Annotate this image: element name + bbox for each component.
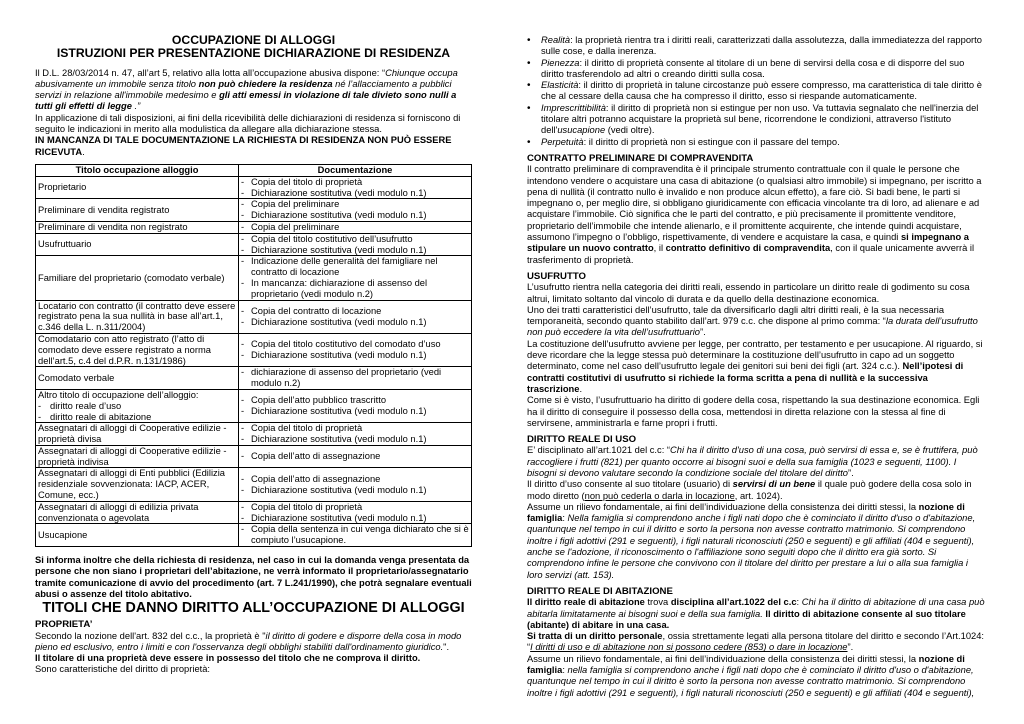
occupation-title-cell [36,256,239,300]
documentation-item: - Dichiarazione sostitutiva (vedi modulo n.1) [241,434,427,445]
usufrutto-paragraph-4: Come si è visto, l’usufruttuario ha diritto di godere della cosa, rispettando la sua destinazione economica. Egli ha il diritto di conseguire il possesso della cosa, mettendosi in diretta relazione con la stessa al fine di servirsene, amministrarla e farne propri i frutti. [527,395,980,428]
characteristic-item: • Pienezza: il diritto di proprietà consente al titolare di un bene di servirsi della cosa e di disporre del suo diritto trasferendolo ad altri o creando diritti sulla cosa. [527,58,985,81]
abitazione-paragraph-2: Si tratta di un diritto personale, ossia strettamente legati alla persona titolare del diritto e secondo l’Art.1024: “I diritti di uso e di abitazione non si possono cedere (853) o dare in locazione”. [527,631,985,653]
occupation-title: Assegnatari di alloggi di Cooperative edilizie - proprietà indivisa [38,445,227,467]
left-column [35,34,472,676]
occupation-title-cell [36,176,239,199]
documentation-item: - dichiarazione di assenso del proprietario (vedi modulo n.2) [241,367,442,389]
characteristic-item: • Realità: la proprietà rientra tra i diritti reali, caratterizzati dalla assolutezza, dalla immediatezza del rapporto sulle cose, e dalla inerenza. [527,35,985,58]
documentation-item: - Copia del titolo costitutivo del comodato d’uso [241,339,441,350]
occupation-title-cell [36,524,239,547]
documentation-item: - Copia dell’atto di assegnazione [241,451,381,462]
usufrutto-paragraph-2: Uno dei tratti caratteristici dell’usufrutto, tale da diversificarlo dagli altri diritti reali, è la sua necessaria temporaneità, secondo quanto stabilito dall’art. 979 c.c. che dispone al primo comma: “la durata dell’usufrutto non può eccedere la vita dell’usufruttuario”. [527,304,978,338]
table-row [36,367,472,390]
table-row [36,176,472,199]
documentation-item: - Copia del preliminare [241,199,340,210]
characteristic-item: • Elasticità: il diritto di proprietà in talune circostanze può essere compresso, ma caratteristica di tale diritto è che al cessare della causa che ha compresso il diritto, esso si riespande automaticamente. [527,80,985,103]
documentation-cell [239,389,472,422]
abitazione-heading: DIRITTO REALE DI ABITAZIONE [527,585,673,597]
warning-paragraph: IN MANCANZA DI TALE DOCUMENTAZIONE LA RICHIESTA DI RESIDENZA NON PUÒ ESSERE RICEVUTA. [35,135,452,157]
occupation-title: Familiare del proprietario (comodato verbale) [38,272,225,283]
documentation-item: - Copia dell’atto pubblico trascritto [241,395,387,406]
table-row [36,221,472,233]
documentation-cell [239,199,472,222]
documentation-item: - Dichiarazione sostitutiva (vedi modulo n.1) [241,316,427,327]
occupation-title: Preliminare di vendita non registrato [38,221,188,232]
occupation-title-cell [36,221,239,233]
proprieta-caratteristiche: Sono caratteristiche del diritto di proprietà: [35,664,211,675]
documentation-item: - Copia della sentenza in cui venga dichiarato che si è compiuto l’usucapione. [241,524,469,546]
table-row [36,389,472,422]
column-header: Titolo occupazione alloggio [36,164,239,176]
table-row [36,501,472,524]
occupation-title-cell [36,468,239,501]
documentation-cell [239,367,472,390]
intro-paragraph: Il D.L. 28/03/2014 n. 47, all’art 5, relativo alla lotta all’occupazione abusiva dispone: “Chiunque occupa abusivamente un immobile senza titolo non può chiedere la residenza né l’allacciamento a pubblici servizi in relazione all'immobile medesimo e gli atti emessi in violazione di tale divieto sono nulli a tutti gli effetti di legge .” [35,67,458,112]
proprieta-titolare: Il titolare di una proprietà deve essere in possesso del titolo che ne comprova il diritto. [35,653,421,664]
uso-paragraph-1: E’ disciplinato all’art.1021 del c.c: “Chi ha il diritto d'uso di una cosa, può servirsi di essa e, se è fruttifera, può raccogliere i frutti (821) per quanto occorre ai bisogni suoi e della sua famiglia (1023 e seguenti, 1100). I bisogni si devono valutare secondo la condizione sociale del titolare del diritto”. [527,445,978,478]
proprieta-paragraph: Secondo la nozione dell'art. 832 del c.c., la proprietà è "il diritto di godere e disporre della cosa in modo pieno ed esclusivo, entro i limiti e con l'osservanza degli obblighi stabiliti dall'ordinamento giuridico.". [35,630,462,652]
occupation-title-cell [36,333,239,366]
documentation-item: - Dichiarazione sostitutiva (vedi modulo n.1) [241,244,427,255]
documentation-item: - Copia del contratto di locazione [241,305,382,316]
documentation-item: - Copia del titolo costitutivo dell’usufrutto [241,233,413,244]
occupation-title: Proprietario [38,182,87,193]
table-row [36,233,472,256]
documentation-item: - Dichiarazione sostitutiva (vedi modulo n.1) [241,484,427,495]
characteristic-item: • Imprescrittibilità: il diritto di proprietà non si estingue per non uso. Va tuttavia segnalato che nell'inerzia del titolare altri potranno acquistare la proprietà sul bene, ricorrendone le condizioni, attraverso l'istituto dell'usucapione (vedi oltre). [527,103,985,137]
occupation-title-cell [36,300,239,333]
documentation-cell [239,333,472,366]
documentation-cell [239,423,472,446]
characteristic-item: • Perpetuità: il diritto di proprietà non si estingue con il passare del tempo. [527,137,985,148]
uso-heading: DIRITTO REALE DI USO [527,434,637,446]
uso-paragraph-2: Il diritto d’uso consente al suo titolare (usuario) di servirsi di un bene il quale può godere della cosa solo in modo diretto (non può cederla o darla in locazione, art. 1024). [527,479,972,501]
table-row [36,468,472,501]
titoli-heading: TITOLI CHE DANNO DIRITTO ALL’OCCUPAZIONE DI ALLOGGI [42,600,465,617]
documentation-item: - Dichiarazione sostitutiva (vedi modulo n.1) [241,406,427,417]
right-column [527,35,985,699]
documentation-cell [239,445,472,468]
occupation-title: Comodatario con atto registrato (l’atto di comodato deve essere registrato a norma dell’art.5, c.4 del d.P.R. n.131/1986) [38,333,211,366]
contratto-paragraph: Il contratto preliminare di compravendita è il principale strumento contrattuale con il quale le persone che intendono vendere o acquistare una casa di abitazione (o qualsiasi altro immobile) si impegnano, per iscritto a pena di nullità (il contratto nullo è invalido e non produce alcun effetto), a fare ciò. Si badi bene, le parti si impegnano o, per meglio dire, si obbligano giuridicamente con efficacia vincolante tra di loro, ad alienare e ad acquistare l’immobile. Ciò significa che le parti del contratto, e più precisamente il promittente venditore, proprietario dell’immobile che intende alienarlo, e il promittente acquirente, che intende quindi acquistare, assumono l’impegno o l’obbligo, rispettivamente, di vendere e acquistare la casa, e quindi si impegnano a stipulare un nuovo contratto, il contratto definitivo di compravendita, con il quale unicamente avverrà il trasferimento di proprietà. [527,164,982,265]
occupation-title-cell [36,233,239,256]
table-row [36,256,472,300]
occupation-title: Altro titolo di occupazione dell’alloggio: [38,389,199,400]
documentation-cell [239,468,472,501]
occupation-title: Assegnatari di alloggi di Cooperative edilizie - proprietà divisa [38,423,227,445]
informa-paragraph: Si informa inoltre che della richiesta di residenza, nel caso in cui la domanda venga presentata da persone che non siano i proprietari dell’abitazione, ne verrà informato il proprietario/assegnatario tramite comunicazione di avvio del procedimento (art. 7 L.241/1990), che potrà segnalare eventuali abusi o assenze del titolo abitativo. [35,555,472,599]
occupation-title-cell [36,389,239,422]
occupation-title: Usucapione [38,529,88,540]
doc-title: OCCUPAZIONE DI ALLOGGI [171,33,336,47]
documentation-cell [239,233,472,256]
occupation-subtype: - diritto reale d’uso [38,400,122,411]
table-row [36,445,472,468]
table-row [36,524,472,547]
occupation-title-cell [36,199,239,222]
table-row [36,199,472,222]
usufrutto-paragraph-3: La costituzione dell’usufrutto avviene per legge, per contratto, per testamento e per usucapione. Al riguardo, si deve ricordare che la legge stessa può determinare la costituzione dell’usufrutto in capo ad un soggetto determinato, come nel caso dell’usufrutto legale dei genitori sui beni dei figli (art. 324 c.c.). Nell’ipotesi di contratti costitutivi di usufrutto si richiede la forma scritta a pena di nullità e la successiva trascrizione. [527,338,983,394]
table-row [36,333,472,366]
column-header: Documentazione [239,164,472,176]
occupation-title-cell [36,501,239,524]
occupation-title: Comodato verbale [38,372,115,383]
documentation-item: - Copia del titolo di proprietà [241,501,363,512]
applicazione-paragraph: In applicazione di tali disposizioni, ai fini della ricevibilità delle dichiarazioni di residenza si forniscono di seguito le indicazioni in merito alla modulistica da allegare alla dichiarazione stessa. [35,112,461,135]
occupation-title: Usufruttuario [38,239,92,250]
documentation-item: - Copia del titolo di proprietà [241,176,363,187]
doc-subtitle: ISTRUZIONI PER PRESENTAZIONE DICHIARAZIONE DI RESIDENZA [56,46,451,61]
documentation-item: - In mancanza: dichiarazione di assenso del proprietario (vedi modulo n.2) [241,277,428,299]
table-header-row [36,164,472,176]
contratto-heading: CONTRATTO PRELIMINARE DI COMPRAVENDITA [527,152,754,164]
occupation-title-cell [36,423,239,446]
uso-paragraph-3: Assume un rilievo fondamentale, ai fini dell’individuazione della consistenza dei diritti stessi, la nozione di famiglia: Nella famiglia si comprendono anche i figli nati dopo che è cominciato il diritto d'uso o d'abitazione, quantunque nel tempo in cui il diritto e sorto la persona non avesse contratto matrimonio. Si comprendono inoltre i figli adottivi (291 e seguenti), i figli naturali riconosciuti (250 e seguenti) e gli affiliati (404 e seguenti), anche se l'adozione, il riconoscimento o l'affiliazione sono seguiti dopo che il diritto era già sorto. Si comprendono infine le persone che convivono con il titolare del diritto per prestare a lui o alla sua famiglia i loro servizi (att. 153). [527,501,976,580]
usufrutto-heading: USUFRUTTO [527,270,586,282]
occupation-title-cell [36,445,239,468]
documentation-cell [239,221,472,233]
documentation-table [35,164,472,547]
documentation-item: - Copia del preliminare [241,221,340,232]
documentation-item: - Dichiarazione sostitutiva (vedi modulo n.1) [241,350,427,361]
occupation-title: Locatario con contratto (il contratto deve essere registrato pena la sua nullità in base all’art.1, c.346 della L. n.311/2004) [38,300,236,333]
proprieta-heading: PROPRIETA’ [35,619,93,631]
occupation-title: Preliminare di vendita registrato [38,204,170,215]
abitazione-paragraph-1: Il diritto reale di abitazione trova disciplina all’art.1022 del c.c: Chi ha il diritto di abitazione di una casa può abitarla limitatamente ai bisogni suoi e della sua famiglia. Il diritto di abitazione consente al suo titolare (abitante) di abitare in una casa. [527,597,985,630]
occupation-title-cell [36,367,239,390]
usufrutto-paragraph-1: L’usufrutto rientra nella categoria dei diritti reali, essendo in particolare un diritto reale di godimento su cosa altrui, limitato soltanto dal vincolo di durata e da quello della destinazione economica. [527,282,970,304]
documentation-item: - Dichiarazione sostitutiva (vedi modulo n.1) [241,512,427,523]
occupation-subtype: - diritto reale di abitazione [38,411,152,422]
documentation-item: - Indicazione delle generalità del famigliare nel contratto di locazione [241,256,438,278]
abitazione-paragraph-3: Assume un rilievo fondamentale, ai fini dell’individuazione della consistenza dei diritti stessi, la nozione di famiglia: nella famiglia si comprendono anche i figli nati dopo che è cominciato il diritto d'uso o d'abitazione, quantunque nel tempo in cui il diritto è sorto la persona non avesse contratto matrimonio. Si comprendono inoltre i figli adottivi (291 e seguenti), i figli naturali riconosciuti (250 e seguenti) e gli affiliati (404 e seguenti), [527,653,975,698]
proprieta-characteristics-list [527,35,985,148]
documentation-item: - Dichiarazione sostitutiva (vedi modulo n.1) [241,210,427,221]
documentation-cell [239,501,472,524]
documentation-cell [239,524,472,547]
occupation-title: Assegnatari di alloggi di Enti pubblici (Edilizia residenziale sovvenzionata: IACP, ACER, Comune, ecc.) [38,468,225,501]
documentation-item: - Dichiarazione sostitutiva (vedi modulo n.1) [241,187,427,198]
documentation-cell [239,256,472,300]
documentation-cell [239,300,472,333]
documentation-item: - Copia del titolo di proprietà [241,423,363,434]
documentation-item: - Copia dell’atto di assegnazione [241,473,381,484]
table-row [36,300,472,333]
table-row [36,423,472,446]
documentation-cell [239,176,472,199]
occupation-title: Assegnatari di alloggi di edilizia privata convenzionata o agevolata [38,501,199,523]
